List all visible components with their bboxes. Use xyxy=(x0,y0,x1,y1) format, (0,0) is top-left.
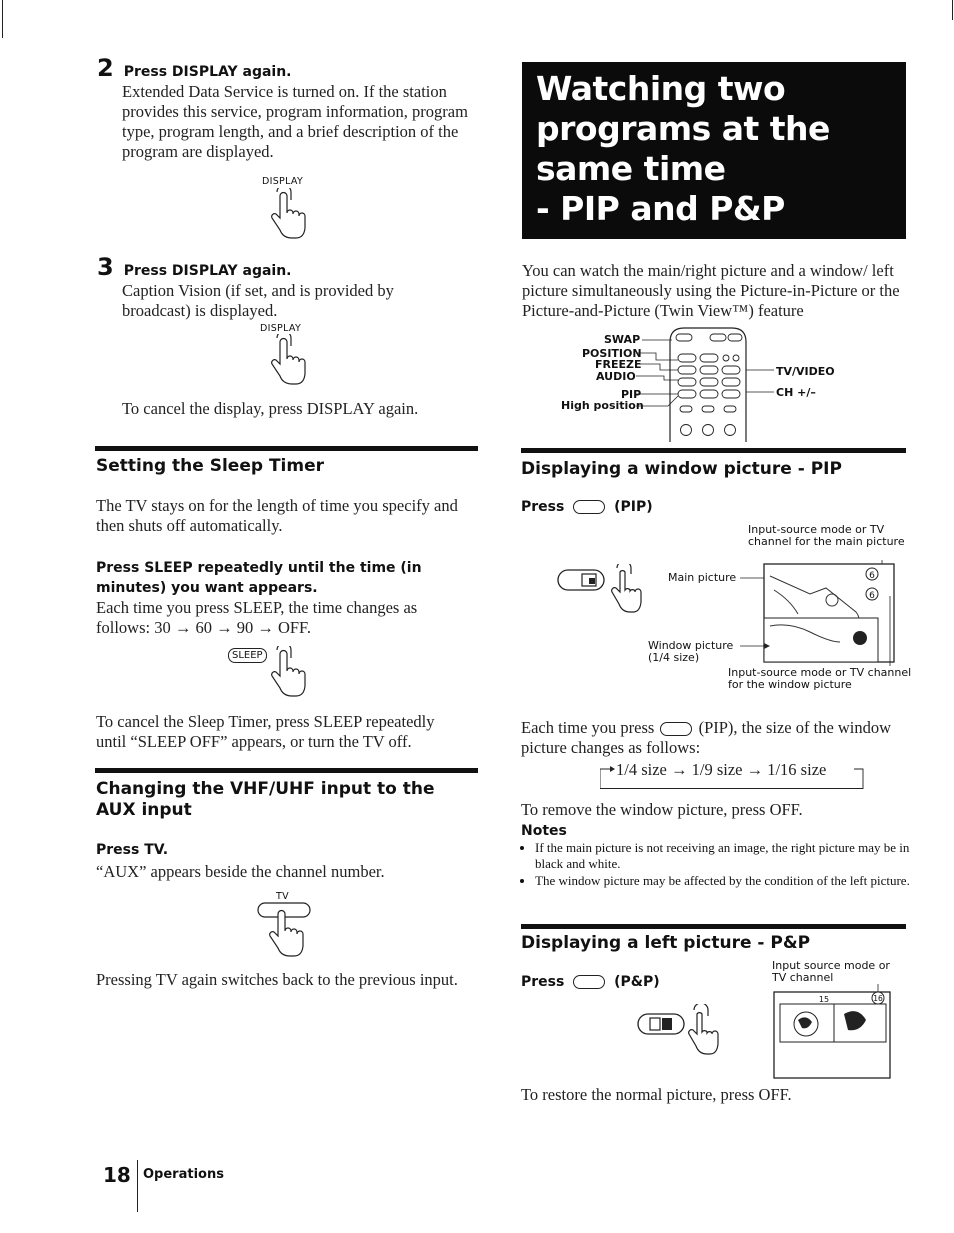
aux-footer-text: Pressing TV again switches back to the previous input. xyxy=(96,970,458,989)
label-window-picture: Window picture xyxy=(648,639,734,652)
step-2-body: Extended Data Service is turned on. If the station provides this service, program information, program type, program length, and a brief description of the program are displayed. xyxy=(122,82,468,161)
step-3 xyxy=(97,253,477,281)
aux-heading: Changing the VHF/UHF input to the AUX input xyxy=(96,779,435,820)
remote-label-ch: CH +/– xyxy=(776,386,816,399)
section-name: Operations xyxy=(143,1167,224,1182)
notes-list xyxy=(521,840,920,890)
crop-mark-right xyxy=(952,0,953,20)
remote-label-high-position: High position xyxy=(561,399,644,412)
pip-button-icon xyxy=(573,500,605,514)
pp-tv-screen-illustration xyxy=(772,984,894,1080)
remote-label-swap: SWAP xyxy=(604,333,641,346)
label-main-picture: Main picture xyxy=(668,571,737,584)
pip-label: (PIP) xyxy=(614,499,653,515)
pp-press-line xyxy=(521,974,660,990)
tv-button-label: TV xyxy=(276,891,289,902)
step-number: 2 xyxy=(97,54,114,82)
pip-button-icon xyxy=(660,722,692,736)
press-label: Press xyxy=(521,974,565,990)
pip-remove-text: To remove the window picture, press OFF. xyxy=(521,800,803,819)
sleep-cancel-text: To cancel the Sleep Timer, press SLEEP repeatedly until “SLEEP OFF” appears, or turn the TV off. xyxy=(96,712,435,751)
step-3-body: Caption Vision (if set, and is provided by broadcast) is displayed. xyxy=(122,281,394,320)
sleep-step-title: Press SLEEP repeatedly until the time (in minutes) you want appears. xyxy=(96,560,422,596)
hand-press-display-icon xyxy=(262,188,308,242)
pp-restore-text: To restore the normal picture, press OFF. xyxy=(521,1085,792,1104)
hand-press-pp-icon xyxy=(636,1004,726,1064)
sleep-timer-heading: Setting the Sleep Timer xyxy=(96,456,324,476)
display-button-label: DISPLAY xyxy=(262,176,304,187)
chapter-banner xyxy=(522,62,906,239)
size-cycle-diagram xyxy=(600,761,864,789)
left-channel-number: 15 xyxy=(818,995,830,1004)
each-time-post: (PIP), the size of the window picture changes as follows: xyxy=(521,718,892,757)
sleep-step-body: Each time you press SLEEP, the time changes as follows: 30 → 60 → 90 → OFF. xyxy=(96,598,418,637)
right-channel-number: 16 xyxy=(873,994,883,1003)
pip-tv-screen-illustration xyxy=(740,560,900,666)
aux-step-title: Press TV. xyxy=(96,842,169,858)
remote-illustration xyxy=(560,326,850,442)
label-window-source: Input-source mode or TV channel for the window picture xyxy=(728,666,912,691)
sleep-intro: The TV stays on for the length of time you specify and then shuts off automatically. xyxy=(96,496,458,535)
note-item: • The window picture may be affected by the condition of the left picture. xyxy=(535,873,920,889)
page-number: 18 xyxy=(103,1163,131,1187)
display-button-label: DISPLAY xyxy=(260,323,302,334)
section-rule xyxy=(95,768,478,773)
main-channel-number: 6 xyxy=(869,571,875,581)
remote-label-position: POSITION xyxy=(582,347,642,360)
crop-mark-left xyxy=(2,0,3,38)
section-rule xyxy=(521,924,906,929)
size-cycle-text: 1/4 size → 1/9 size → 1/16 size xyxy=(616,760,827,779)
banner-line: - PIP and P&P xyxy=(536,189,785,228)
banner-line: Watching two xyxy=(536,69,786,108)
banner-line: programs at the xyxy=(536,109,830,148)
intro-text: You can watch the main/right picture and a window/ left picture simultaneously using the Picture-in-Picture or the Picture-and-Picture (Twin View™) feature xyxy=(522,261,900,320)
sleep-button: SLEEP xyxy=(228,648,267,663)
pp-label: (P&P) xyxy=(614,974,660,990)
step-title: Press DISPLAY again. xyxy=(123,263,292,279)
pip-heading: Displaying a window picture - PIP xyxy=(521,459,842,479)
label-pp-source: Input source mode or TV channel xyxy=(772,959,890,984)
remote-diagram xyxy=(560,326,850,442)
hand-press-pip-icon xyxy=(556,564,648,620)
window-channel-number: 6 xyxy=(869,591,875,601)
remote-label-audio: AUDIO xyxy=(596,370,636,383)
banner-line: same time xyxy=(536,149,726,188)
pp-heading: Displaying a left picture - P&P xyxy=(521,933,811,953)
pip-each-time-text xyxy=(521,718,911,758)
aux-step-body: “AUX” appears beside the channel number. xyxy=(96,862,385,881)
label-window-size: (1/4 size) xyxy=(648,651,700,664)
remote-label-pip: PIP xyxy=(621,388,642,401)
label-main-source: Input-source mode or TV channel for the main picture xyxy=(748,523,905,548)
hand-press-sleep-icon xyxy=(262,646,308,700)
each-time-pre: Each time you press xyxy=(521,718,655,737)
remote-label-tv-video: TV/VIDEO xyxy=(776,365,835,378)
step-title: Press DISPLAY again. xyxy=(123,64,292,80)
footer-divider xyxy=(137,1160,138,1212)
pip-press-line xyxy=(521,499,653,515)
step-number: 3 xyxy=(97,253,114,281)
section-rule xyxy=(521,448,906,453)
step-2 xyxy=(97,54,477,82)
hand-press-display-icon xyxy=(262,334,308,388)
cancel-display-text: To cancel the display, press DISPLAY again. xyxy=(122,399,419,418)
note-item: • If the main picture is not receiving an image, the right picture may be in black and white. xyxy=(535,840,920,872)
remote-label-freeze: FREEZE xyxy=(595,358,642,371)
pp-button-icon xyxy=(573,975,605,989)
notes-heading: Notes xyxy=(521,823,567,839)
section-rule xyxy=(95,446,478,451)
press-label: Press xyxy=(521,499,565,515)
hand-press-tv-icon xyxy=(256,900,312,960)
